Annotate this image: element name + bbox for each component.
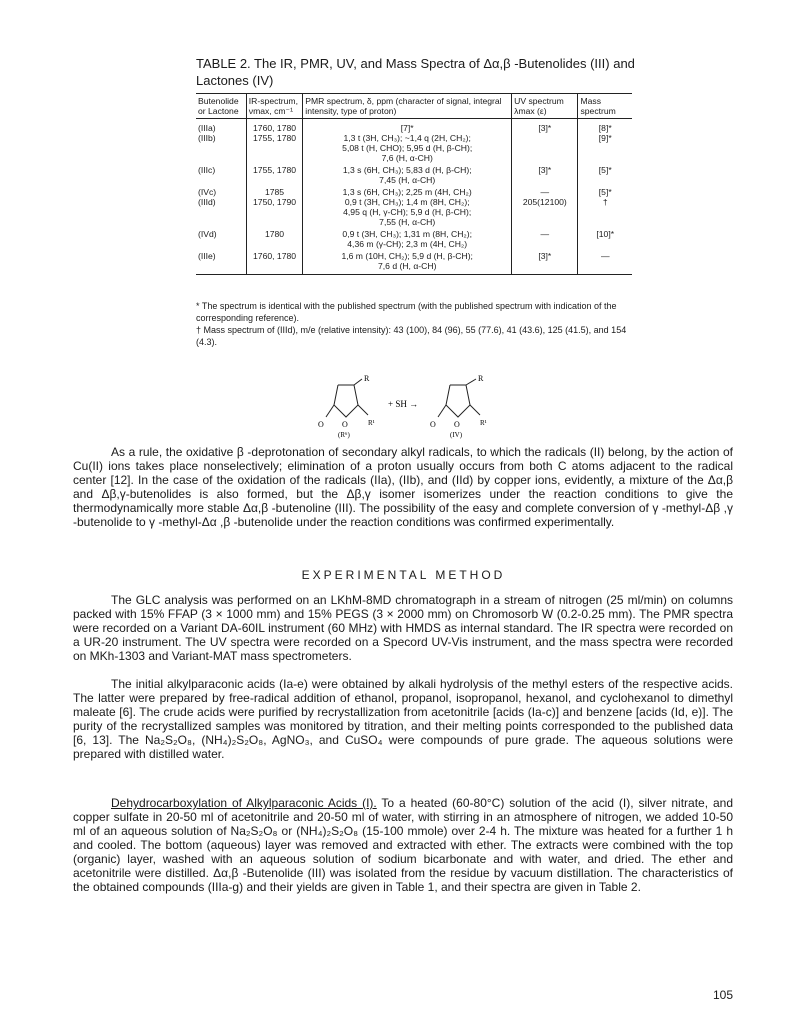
header-ms: Mass spectrum xyxy=(578,94,632,119)
cell-pmr: 0,9 t (3H, CH₃); 1,31 m (8H, CH₂); 4,36 m (γ-CH); 2,3 m (4H, CH₂) xyxy=(303,228,512,250)
right-o-ring: O xyxy=(454,420,460,429)
left-o-ring: O xyxy=(342,420,348,429)
cell-compound: (IIIc) xyxy=(196,164,246,186)
cell-ms: [8]* [9]* xyxy=(598,123,612,143)
spectra-table xyxy=(196,93,632,275)
cell-pmr: [7]* 1,3 t (3H, CH₃); ~1,4 q (2H, CH₂); 5,08 t (H, CHO); 5,95 d (H, β-CH); 7,6 (H, α-CH) xyxy=(303,119,512,165)
paragraph-acids xyxy=(73,677,733,761)
page-number: 105 xyxy=(712,988,733,1002)
left-r-label: R xyxy=(364,375,370,383)
reaction-scheme xyxy=(310,375,510,440)
cell-compound: (IVc) (IIId) xyxy=(196,186,246,228)
cell-uv: — xyxy=(512,228,578,250)
cell-uv: [3]* xyxy=(512,164,578,186)
table-row xyxy=(196,186,632,228)
cell-ms: [5]* xyxy=(598,165,612,175)
paragraph-deprotonation xyxy=(73,445,733,529)
right-r-label: R xyxy=(478,375,484,383)
footnote-asterisk: * The spectrum is identical with the published spectrum (with the published spectrum with indication of the corresponding reference). xyxy=(196,301,617,323)
cell-uv: [3]* xyxy=(512,119,578,165)
table-row xyxy=(196,164,632,186)
header-pmr: PMR spectrum, δ, ppm (character of signal, integral intensity, type of proton) xyxy=(303,94,512,119)
paragraph-text: The GLC analysis was performed on an LKhM-8MD chromatograph in a stream of nitrogen (25 ml/min) on columns packed with 15% FFAP (3 × 1000 mm) and 15% PEGS (3 × 2000 mm) on Chromosorb W (0.2-0.25 mm). The PMR spectra were recorded on a Variant DA-60IL instrument (60 MHz) with HMDS as internal standard. The IR spectra were recorded on a UR-20 instrument. The UV spectra were recorded on a Specord UV-Vis instrument, and the mass spectra were recorded on MKh-1303 and Variant-MAT mass spectrometers. xyxy=(73,593,733,663)
right-r1-label: R¹ xyxy=(480,419,487,427)
right-compound-label: (IV) xyxy=(450,431,463,439)
cell-compound: (IIIa) (IIIb) xyxy=(196,119,246,165)
cell-compound: (IVd) xyxy=(196,228,246,250)
header-compound: Butenolide or Lactone xyxy=(196,94,246,119)
table-row xyxy=(196,119,632,165)
cell-ir: 1760, 1780 xyxy=(246,250,302,275)
header-ir: IR-spectrum, νmax, cm⁻¹ xyxy=(246,94,302,119)
cell-ms: [10]* xyxy=(596,229,615,239)
header-uv: UV spectrum λmax (ε) xyxy=(512,94,578,119)
cell-uv: — 205(12100) xyxy=(512,186,578,228)
left-compound-label: (R⁶) xyxy=(338,431,350,439)
section-heading: EXPERIMENTAL METHOD xyxy=(301,568,506,582)
footnote-dagger: † Mass spectrum of (IIId), m/e (relative intensity): 43 (100), 84 (96), 55 (77.6), 41 (43.6), 125 (41.5), and 154 (4.3). xyxy=(196,325,627,347)
cell-compound: (IIIe) xyxy=(196,250,246,275)
cell-ir: 1785 1750, 1790 xyxy=(246,186,302,228)
cell-pmr: 1,6 m (10H, CH₂); 5,9 d (H, β-CH); 7,6 d (H, α-CH) xyxy=(303,250,512,275)
reagent-arrow: + SH → xyxy=(388,399,419,409)
cell-ir: 1755, 1780 xyxy=(246,164,302,186)
paragraph-text: To a heated (60-80°C) solution of the acid (I), silver nitrate, and copper sulfate in 20-50 ml of acetonitrile and 20-50 ml of water, with stirring in an atmosphere of nitrogen, we added 10-50 ml of an aqueous solution of Na₂S₂O₈ or (NH₄)₂S₂O₈ (15-100 mmole) over 2-4 h. The mixture was heated for a further 1 h and cooled. The bottom (aqueous) layer was removed and extracted with ether. The extracts were combined with the top (organic) layer, washed with an aqueous solution of sodium bicarbonate and with water, and dried. The ether and acetonitrile were distilled. Δα,β -Butenolide (III) was isolated from the residue by vacuum distillation. The characteristics of the obtained compounds (IIIa-g) and their yields are given in Table 1, and their spectra are given in Table 2. xyxy=(73,796,733,894)
paragraph-glc xyxy=(73,593,733,663)
paragraph-text: As a rule, the oxidative β -deprotonation of secondary alkyl radicals, to which the radicals (II) belong, by the action of Cu(II) ions takes place nonselectively; elimination of a proton usually occurs from both C atoms adjacent to the radical center [12]. In the case of the oxidation of the radicals (IIa), (IIb), and (IId) by copper ions, evidently, a mixture of the Δα,β and Δβ,γ-butenolides is also formed, but the Δβ,γ isomer isomerizes under the reaction conditions to give the thermodynamically more stable Δα,β -butenoline (III). The possibility of the easy and complete conversion of γ -methyl-Δβ ,γ -butenolide to γ -methyl-Δα ,β -butenolide under the reaction conditions was confirmed experimentally. xyxy=(73,445,733,529)
cell-ms: — xyxy=(578,250,632,275)
table-footnotes xyxy=(196,300,641,348)
cell-ir: 1780 xyxy=(246,228,302,250)
paragraph-text: The initial alkylparaconic acids (Ia-e) were obtained by alkali hydrolysis of the methyl esters of the respective acids. The latter were prepared by free-radical addition of ethanol, propanol, isopropanol, hexanol, and cyclohexanol to dimethyl maleate [6]. The crude acids were purified by recrystallization from acetonitrile [acids (Ia-c)] and benzene [acids (Id, e)]. The purity of the recrystallized samples was monitored by titration, and their melting points corresponded to the published data [6, 13]. The Na₂S₂O₈, (NH₄)₂S₂O₈, AgNO₃, and CuSO₄ were compounds of pure grade. The aqueous solutions were prepared with distilled water. xyxy=(73,677,733,761)
cell-pmr: 1,3 s (6H, CH₃); 5,83 d (H, β-CH); 7,45 (H, α-CH) xyxy=(303,164,512,186)
procedure-title: Dehydrocarboxylation of Alkylparaconic Acids (I). xyxy=(111,796,377,810)
butenolide-structure xyxy=(326,379,368,417)
left-r1-label: R¹ xyxy=(368,419,375,427)
table-caption: TABLE 2. The IR, PMR, UV, and Mass Spectra of Δα,β -Butenolides (III) and Lactones (IV) xyxy=(196,56,635,88)
left-o-carbonyl: O xyxy=(318,420,324,429)
cell-ir: 1760, 1780 1755, 1780 xyxy=(246,119,302,165)
cell-uv: [3]* xyxy=(512,250,578,275)
table-row xyxy=(196,228,632,250)
cell-pmr: 1,3 s (6H, CH₃); 2,25 m (4H, CH₂) 0,9 t (3H, CH₃); 1,4 m (8H, CH₂); 4,95 q (H, γ-CH); 5,9 d (H, β-CH); 7,55 (H, α-CH) xyxy=(303,186,512,228)
table-header-row xyxy=(196,94,632,119)
table-row xyxy=(196,250,632,275)
right-o-carbonyl: O xyxy=(430,420,436,429)
paragraph-dehydrocarboxylation xyxy=(73,796,733,894)
cell-ms: [5]* † xyxy=(598,187,612,207)
lactone-structure xyxy=(438,379,480,417)
